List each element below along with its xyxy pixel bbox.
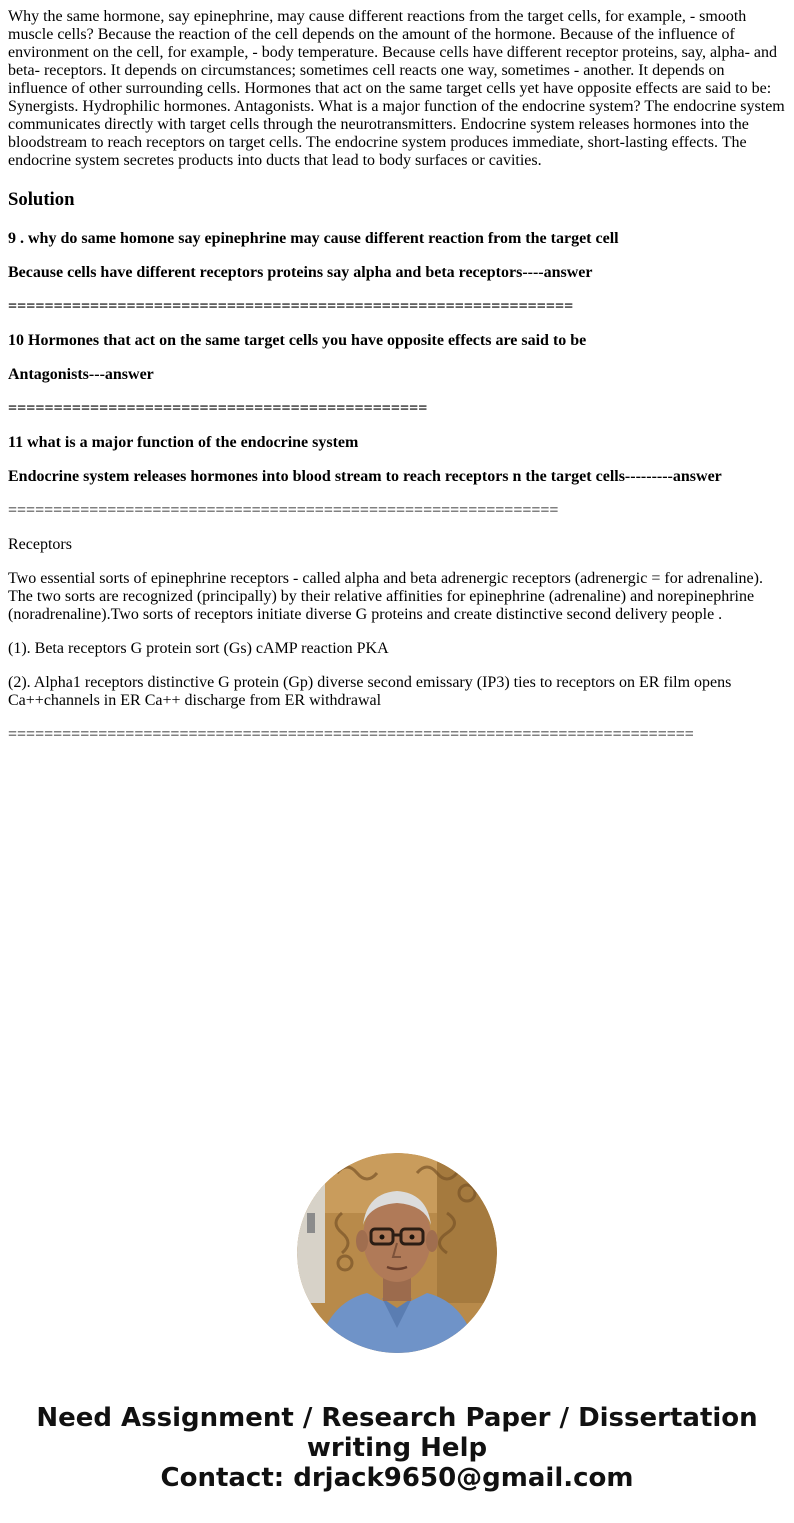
question-9: 9 . why do same homone say epinephrine may cause different reaction from the target cell bbox=[8, 230, 619, 247]
answer-10: Antagonists---answer bbox=[8, 366, 154, 383]
footer-line-1: Need Assignment / Research Paper / Dissertation bbox=[36, 1403, 758, 1433]
answer-11: Endocrine system releases hormones into blood stream to reach receptors n the target cells---------answer bbox=[8, 468, 722, 485]
separator-3: ============================================================= bbox=[8, 502, 559, 519]
separator-2: ============================================== bbox=[8, 400, 428, 417]
question-10: 10 Hormones that act on the same target cells you have opposite effects are said to be bbox=[8, 332, 587, 349]
receptors-point-1: (1). Beta receptors G protein sort (Gs) cAMP reaction PKA bbox=[8, 640, 389, 657]
receptors-point-2: (2). Alpha1 receptors distinctive G protein (Gp) diverse second emissary (IP3) ties to receptors on ER film opens Ca++channels in ER Ca++ discharge from ER withdrawal bbox=[8, 674, 732, 709]
footer-promo bbox=[0, 1403, 794, 1493]
footer-line-2: writing Help bbox=[306, 1433, 488, 1463]
question-text: Why the same hormone, say epinephrine, may cause different reactions from the target cells, for example, - smooth muscle cells? Because the reaction of the cell depends on the amount of the hormone. Because of the influence of environment on the cell, for example, - body temperature. Because cells have different receptor proteins, say, alpha- and beta- receptors. It depends on circumstances; sometimes cell reacts one way, sometimes - another. It depends on influence of other surrounding cells. Hormones that act on the same target cells yet have opposite effects are said to be: Synergists. Hydrophilic hormones. Antagonists. What is a major function of the endocrine system? The endocrine system communicates directly with target cells through the neurotransmitters. Endocrine system releases hormones into the bloodstream to reach receptors on target cells. The endocrine system produces immediate, short-lasting effects. The endocrine system secretes products into ducts that lead to body surfaces or cavities. bbox=[8, 8, 785, 169]
solution-heading: Solution bbox=[8, 189, 75, 210]
document-page bbox=[8, 0, 788, 744]
question-11: 11 what is a major function of the endocrine system bbox=[8, 434, 359, 451]
footer-contact: Contact: drjack9650@gmail.com bbox=[160, 1463, 634, 1493]
author-avatar bbox=[297, 1153, 497, 1353]
answer-9: Because cells have different receptors proteins say alpha and beta receptors----answer bbox=[8, 264, 593, 281]
separator-1: ============================================================== bbox=[8, 298, 574, 315]
separator-4: ============================================================================ bbox=[8, 726, 694, 743]
receptors-heading: Receptors bbox=[8, 536, 72, 553]
portrait-image bbox=[297, 1153, 497, 1353]
receptors-paragraph: Two essential sorts of epinephrine receptors - called alpha and beta adrenergic receptors (adrenergic = for adrenaline). The two sorts are recognized (principally) by their relative affinities for epinephrine (adrenaline) and norepinephrine (noradrenaline).Two sorts of receptors initiate diverse G proteins and create distinctive second delivery people . bbox=[8, 570, 763, 623]
